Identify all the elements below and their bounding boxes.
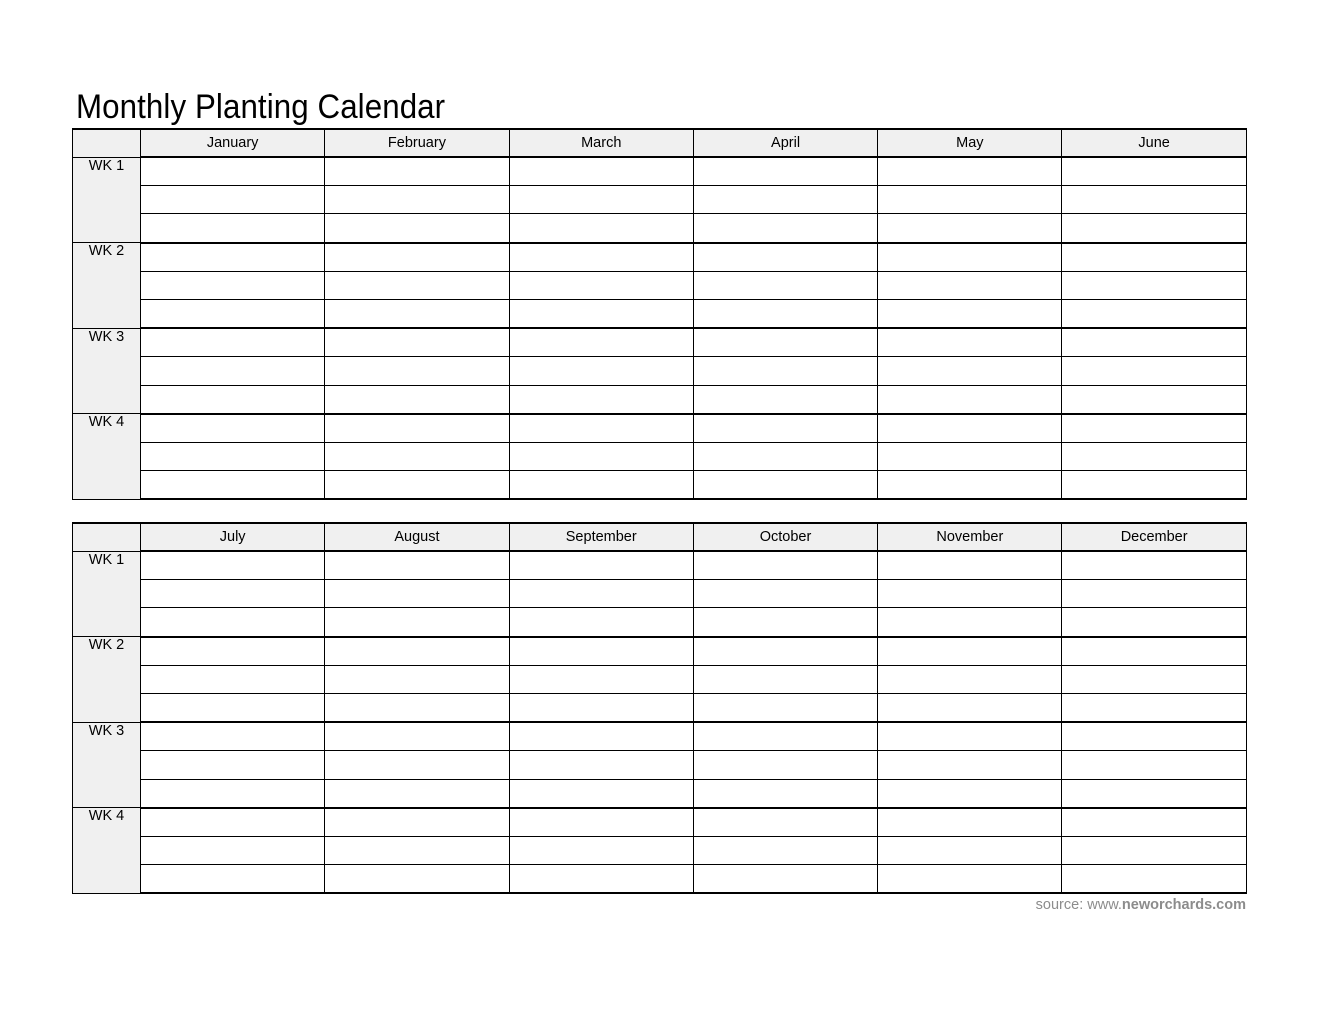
table-row	[73, 693, 1247, 722]
calendar-table-second-half	[72, 522, 1247, 894]
entry-cell[interactable]	[141, 157, 325, 186]
entry-cell[interactable]	[1062, 214, 1246, 243]
entry-cell[interactable]	[509, 693, 693, 722]
entry-cell[interactable]	[509, 271, 693, 299]
entry-cell[interactable]	[1062, 385, 1246, 414]
month-header-september: September	[509, 523, 693, 551]
week-label-wk-1: WK 1	[73, 157, 141, 243]
entry-cell[interactable]	[1062, 442, 1246, 470]
entry-cell[interactable]	[1062, 693, 1246, 722]
entry-cell[interactable]	[141, 414, 325, 443]
entry-cell[interactable]	[1062, 186, 1246, 214]
entry-cell[interactable]	[693, 271, 877, 299]
entry-cell[interactable]	[693, 836, 877, 864]
entry-cell[interactable]	[1062, 328, 1246, 357]
entry-cell[interactable]	[878, 385, 1062, 414]
entry-cell[interactable]	[693, 608, 877, 637]
table-row	[73, 357, 1247, 385]
entry-cell[interactable]	[141, 299, 325, 328]
week-label-wk-2: WK 2	[73, 243, 141, 329]
entry-cell[interactable]	[878, 580, 1062, 608]
header-row	[73, 523, 1247, 551]
table-row	[73, 414, 1247, 443]
entry-cell[interactable]	[325, 299, 509, 328]
entry-cell[interactable]	[325, 551, 509, 580]
entry-cell[interactable]	[693, 414, 877, 443]
month-header-june: June	[1062, 129, 1246, 157]
entry-cell[interactable]	[878, 357, 1062, 385]
entry-cell[interactable]	[878, 471, 1062, 500]
entry-cell[interactable]	[141, 551, 325, 580]
entry-cell[interactable]	[693, 385, 877, 414]
table-row	[73, 779, 1247, 808]
table-row	[73, 608, 1247, 637]
entry-cell[interactable]	[1062, 779, 1246, 808]
entry-cell[interactable]	[509, 608, 693, 637]
entry-cell[interactable]	[509, 157, 693, 186]
month-header-august: August	[325, 523, 509, 551]
entry-cell[interactable]	[1062, 637, 1246, 666]
entry-cell[interactable]	[325, 580, 509, 608]
entry-cell[interactable]	[325, 608, 509, 637]
entry-cell[interactable]	[509, 722, 693, 751]
entry-cell[interactable]	[141, 865, 325, 894]
entry-cell[interactable]	[509, 580, 693, 608]
table-row	[73, 836, 1247, 864]
entry-cell[interactable]	[693, 157, 877, 186]
entry-cell[interactable]	[325, 808, 509, 837]
table-row	[73, 243, 1247, 272]
table-row	[73, 551, 1247, 580]
entry-cell[interactable]	[141, 214, 325, 243]
entry-cell[interactable]	[325, 722, 509, 751]
entry-cell[interactable]	[693, 442, 877, 470]
entry-cell[interactable]	[141, 442, 325, 470]
month-header-january: January	[141, 129, 325, 157]
entry-cell[interactable]	[878, 551, 1062, 580]
week-label-wk-4: WK 4	[73, 808, 141, 894]
week-label-wk-3: WK 3	[73, 328, 141, 414]
entry-cell[interactable]	[325, 328, 509, 357]
entry-cell[interactable]	[509, 328, 693, 357]
entry-cell[interactable]	[325, 186, 509, 214]
entry-cell[interactable]	[509, 186, 693, 214]
entry-cell[interactable]	[693, 328, 877, 357]
entry-cell[interactable]	[1062, 751, 1246, 779]
entry-cell[interactable]	[1062, 551, 1246, 580]
entry-cell[interactable]	[878, 271, 1062, 299]
entry-cell[interactable]	[1062, 665, 1246, 693]
entry-cell[interactable]	[693, 214, 877, 243]
entry-cell[interactable]	[878, 414, 1062, 443]
week-column-header	[73, 523, 141, 551]
entry-cell[interactable]	[141, 693, 325, 722]
entry-cell[interactable]	[325, 471, 509, 500]
entry-cell[interactable]	[1062, 608, 1246, 637]
entry-cell[interactable]	[693, 865, 877, 894]
month-header-december: December	[1062, 523, 1246, 551]
entry-cell[interactable]	[878, 865, 1062, 894]
entry-cell[interactable]	[325, 637, 509, 666]
table-row	[73, 442, 1247, 470]
entry-cell[interactable]	[509, 551, 693, 580]
table-row	[73, 385, 1247, 414]
entry-cell[interactable]	[1062, 865, 1246, 894]
table-row	[73, 865, 1247, 894]
entry-cell[interactable]	[141, 836, 325, 864]
entry-cell[interactable]	[878, 328, 1062, 357]
month-header-april: April	[693, 129, 877, 157]
entry-cell[interactable]	[509, 414, 693, 443]
entry-cell[interactable]	[509, 665, 693, 693]
entry-cell[interactable]	[509, 299, 693, 328]
entry-cell[interactable]	[878, 608, 1062, 637]
entry-cell[interactable]	[693, 808, 877, 837]
entry-cell[interactable]	[141, 357, 325, 385]
entry-cell[interactable]	[693, 580, 877, 608]
entry-cell[interactable]	[325, 414, 509, 443]
entry-cell[interactable]	[1062, 414, 1246, 443]
entry-cell[interactable]	[141, 637, 325, 666]
entry-cell[interactable]	[693, 665, 877, 693]
page-title: Monthly Planting Calendar	[76, 87, 446, 126]
entry-cell[interactable]	[1062, 357, 1246, 385]
entry-cell[interactable]	[878, 693, 1062, 722]
entry-cell[interactable]	[141, 779, 325, 808]
entry-cell[interactable]	[509, 865, 693, 894]
entry-cell[interactable]	[693, 779, 877, 808]
entry-cell[interactable]	[141, 271, 325, 299]
entry-cell[interactable]	[509, 751, 693, 779]
table-row	[73, 722, 1247, 751]
entry-cell[interactable]	[141, 186, 325, 214]
entry-cell[interactable]	[878, 299, 1062, 328]
entry-cell[interactable]	[1062, 243, 1246, 272]
entry-cell[interactable]	[1062, 271, 1246, 299]
source-note	[1036, 897, 1246, 913]
entry-cell[interactable]	[693, 471, 877, 500]
entry-cell[interactable]	[325, 693, 509, 722]
entry-cell[interactable]	[509, 637, 693, 666]
month-header-july: July	[141, 523, 325, 551]
entry-cell[interactable]	[325, 357, 509, 385]
week-label-wk-4: WK 4	[73, 414, 141, 500]
week-column-header	[73, 129, 141, 157]
entry-cell[interactable]	[509, 836, 693, 864]
entry-cell[interactable]	[325, 214, 509, 243]
entry-cell[interactable]	[141, 751, 325, 779]
entry-cell[interactable]	[325, 865, 509, 894]
entry-cell[interactable]	[141, 608, 325, 637]
entry-cell[interactable]	[509, 357, 693, 385]
table-row	[73, 214, 1247, 243]
entry-cell[interactable]	[509, 243, 693, 272]
entry-cell[interactable]	[141, 580, 325, 608]
entry-cell[interactable]	[878, 665, 1062, 693]
entry-cell[interactable]	[325, 442, 509, 470]
entry-cell[interactable]	[1062, 299, 1246, 328]
entry-cell[interactable]	[693, 243, 877, 272]
entry-cell[interactable]	[878, 722, 1062, 751]
entry-cell[interactable]	[878, 442, 1062, 470]
header-row	[73, 129, 1247, 157]
calendar-table-first-half	[72, 128, 1247, 500]
entry-cell[interactable]	[693, 299, 877, 328]
entry-cell[interactable]	[1062, 580, 1246, 608]
table-row	[73, 328, 1247, 357]
entry-cell[interactable]	[325, 751, 509, 779]
month-header-may: May	[878, 129, 1062, 157]
table-header-first-half	[73, 129, 1247, 157]
week-label-wk-2: WK 2	[73, 637, 141, 723]
entry-cell[interactable]	[878, 836, 1062, 864]
week-label-wk-1: WK 1	[73, 551, 141, 637]
entry-cell[interactable]	[693, 186, 877, 214]
entry-cell[interactable]	[325, 157, 509, 186]
source-prefix: source: www.	[1035, 897, 1122, 913]
entry-cell[interactable]	[878, 637, 1062, 666]
entry-cell[interactable]	[878, 186, 1062, 214]
month-header-february: February	[325, 129, 509, 157]
table-header-second-half	[73, 523, 1247, 551]
entry-cell[interactable]	[1062, 836, 1246, 864]
entry-cell[interactable]	[141, 471, 325, 500]
entry-cell[interactable]	[509, 471, 693, 500]
table-row	[73, 157, 1247, 186]
month-header-november: November	[878, 523, 1062, 551]
entry-cell[interactable]	[325, 271, 509, 299]
table-row	[73, 665, 1247, 693]
entry-cell[interactable]	[693, 693, 877, 722]
month-header-october: October	[693, 523, 877, 551]
entry-cell[interactable]	[141, 665, 325, 693]
entry-cell[interactable]	[1062, 808, 1246, 837]
entry-cell[interactable]	[141, 808, 325, 837]
entry-cell[interactable]	[693, 751, 877, 779]
month-header-march: March	[509, 129, 693, 157]
entry-cell[interactable]	[878, 214, 1062, 243]
table-row	[73, 580, 1247, 608]
entry-cell[interactable]	[141, 328, 325, 357]
entry-cell[interactable]	[693, 637, 877, 666]
entry-cell[interactable]	[878, 751, 1062, 779]
entry-cell[interactable]	[1062, 471, 1246, 500]
entry-cell[interactable]	[509, 779, 693, 808]
table-body-first-half	[73, 157, 1247, 499]
entry-cell[interactable]	[509, 214, 693, 243]
table-row	[73, 471, 1247, 500]
entry-cell[interactable]	[141, 243, 325, 272]
entry-cell[interactable]	[1062, 157, 1246, 186]
entry-cell[interactable]	[325, 836, 509, 864]
entry-cell[interactable]	[325, 779, 509, 808]
table-row	[73, 751, 1247, 779]
entry-cell[interactable]	[325, 243, 509, 272]
entry-cell[interactable]	[878, 243, 1062, 272]
entry-cell[interactable]	[878, 779, 1062, 808]
entry-cell[interactable]	[878, 157, 1062, 186]
source-domain: neworchards.com	[1121, 897, 1246, 913]
entry-cell[interactable]	[325, 385, 509, 414]
entry-cell[interactable]	[509, 808, 693, 837]
entry-cell[interactable]	[509, 385, 693, 414]
week-label-wk-3: WK 3	[73, 722, 141, 808]
table-row	[73, 637, 1247, 666]
entry-cell[interactable]	[693, 357, 877, 385]
table-row	[73, 186, 1247, 214]
table-row	[73, 299, 1247, 328]
entry-cell[interactable]	[878, 808, 1062, 837]
table-body-second-half	[73, 551, 1247, 893]
entry-cell[interactable]	[325, 665, 509, 693]
entry-cell[interactable]	[1062, 722, 1246, 751]
entry-cell[interactable]	[693, 551, 877, 580]
entry-cell[interactable]	[141, 385, 325, 414]
table-row	[73, 271, 1247, 299]
entry-cell[interactable]	[141, 722, 325, 751]
entry-cell[interactable]	[509, 442, 693, 470]
table-row	[73, 808, 1247, 837]
entry-cell[interactable]	[693, 722, 877, 751]
